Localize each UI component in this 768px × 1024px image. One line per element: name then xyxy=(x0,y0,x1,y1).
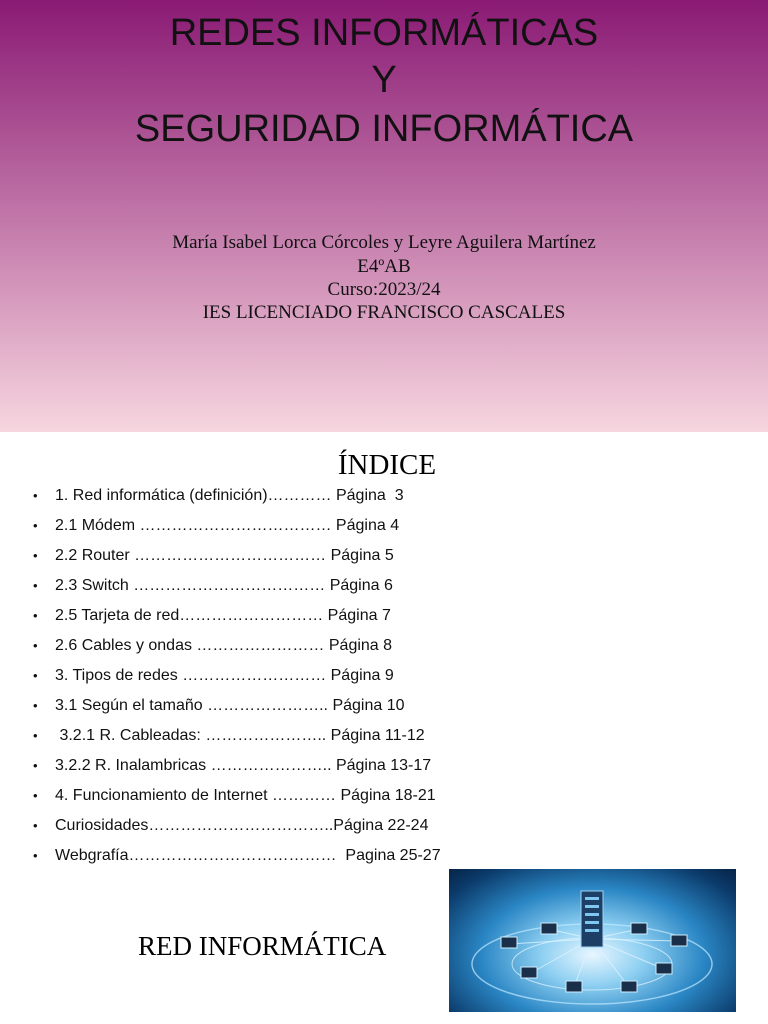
index-item xyxy=(33,604,441,634)
index-item-text: 1. Red informática (definición)………… Página 3 xyxy=(55,487,404,504)
index-item-text: Webgrafía………………………………… Pagina 25-27 xyxy=(55,847,441,864)
bullet-icon: • xyxy=(33,728,38,743)
cover-course: Curso:2023/24 xyxy=(327,279,441,300)
index-item-text: 3.2.2 R. Inalambricas ………………….. Página 13-17 xyxy=(55,757,432,774)
cover-title-line-1: REDES INFORMÁTICAS xyxy=(169,12,599,54)
index-item-text: 2.1 Módem ……………………………… Página 4 xyxy=(55,517,400,534)
index-item-text: 3.2.1 R. Cableadas: ………………….. Página 11-12 xyxy=(55,727,425,744)
bullet-icon: • xyxy=(33,638,38,653)
index-item xyxy=(33,574,441,604)
index-item-text: 2.5 Tarjeta de red……………………… Página 7 xyxy=(55,607,391,624)
cover-title-line-3: SEGURIDAD INFORMÁTICA xyxy=(134,108,634,150)
index-item xyxy=(33,814,441,844)
network-illustration xyxy=(449,869,736,1012)
bullet-icon: • xyxy=(33,788,38,803)
bullet-icon: • xyxy=(33,608,38,623)
bullet-icon: • xyxy=(33,578,38,593)
cover-group: E4ºAB xyxy=(357,256,411,277)
index-item xyxy=(33,664,441,694)
index-item xyxy=(33,634,441,664)
bullet-icon: • xyxy=(33,548,38,563)
index-item xyxy=(33,754,441,784)
index-item-text: 2.2 Router ……………………………… Página 5 xyxy=(55,547,394,564)
network-globe-image xyxy=(449,869,736,1012)
index-item-text: 3. Tipos de redes ……………………… Página 9 xyxy=(55,667,394,684)
index-item xyxy=(33,694,441,724)
bullet-icon: • xyxy=(33,698,38,713)
index-item xyxy=(33,544,441,574)
cover-title-line-2: Y xyxy=(371,59,397,101)
index-item xyxy=(33,724,441,754)
index-item xyxy=(33,514,441,544)
bullet-icon: • xyxy=(33,818,38,833)
index-item xyxy=(33,484,441,514)
cover-authors: María Isabel Lorca Córcoles y Leyre Aguilera Martínez xyxy=(172,232,596,253)
section-title: RED INFORMÁTICA xyxy=(138,931,387,961)
index-title: ÍNDICE xyxy=(337,449,437,481)
index-item-text: 2.3 Switch ……………………………… Página 6 xyxy=(55,577,393,594)
index-item-text: 2.6 Cables y ondas …………………… Página 8 xyxy=(55,637,393,654)
bullet-icon: • xyxy=(33,848,38,863)
bullet-icon: • xyxy=(33,758,38,773)
bullet-icon: • xyxy=(33,488,38,503)
index-item-text: Curiosidades……………………………..Página 22-24 xyxy=(55,817,429,834)
cover-school: IES LICENCIADO FRANCISCO CASCALES xyxy=(202,302,566,323)
index-list xyxy=(33,484,441,874)
bullet-icon: • xyxy=(33,668,38,683)
index-item xyxy=(33,784,441,814)
index-item xyxy=(33,844,441,874)
cover-slide xyxy=(0,0,768,432)
index-item-text: 3.1 Según el tamaño ………………….. Página 10 xyxy=(55,697,405,714)
bullet-icon: • xyxy=(33,518,38,533)
index-item-text: 4. Funcionamiento de Internet ………… Página 18-21 xyxy=(55,787,436,804)
